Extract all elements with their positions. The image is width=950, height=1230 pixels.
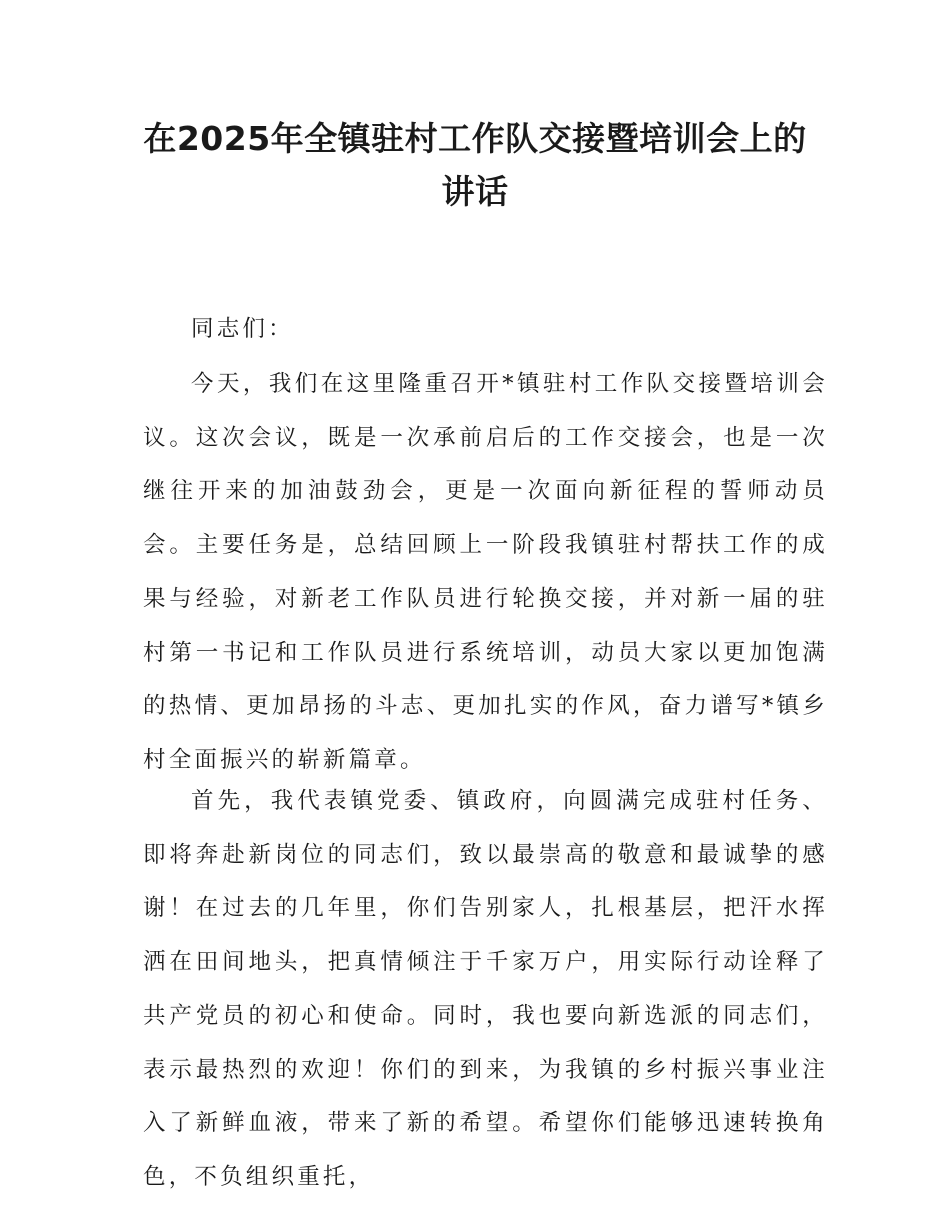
title-line-1: 在2025年全镇驻村工作队交接暨培训会上的	[143, 119, 807, 158]
document-title	[120, 112, 830, 218]
title-line-2: 讲话	[441, 172, 509, 211]
salutation: 同志们：	[191, 316, 294, 342]
paragraph-thanks: 首先，我代表镇党委、镇政府，向圆满完成驻村任务、即将奔赴新岗位的同志们，致以最崇高的敬意和最诚挚的感谢！在过去的几年里，你们告别家人，扎根基层，把汗水挥洒在田间地头，把真情倾注于千家万户，用实际行动诠释了共产党员的初心和使命。同时，我也要向新选派的同志们，表示最热烈的欢迎！你们的到来，为我镇的乡村振兴事业注入了新鲜血液，带来了新的希望。希望你们能够迅速转换角色，不负组织重托，	[143, 788, 828, 1190]
paragraph-intro: 今天，我们在这里隆重召开*镇驻村工作队交接暨培训会议。这次会议，既是一次承前启后的工作交接会，也是一次继往开来的加油鼓劲会，更是一次面向新征程的誓师动员会。主要任务是，总结回顾上一阶段我镇驻村帮扶工作的成果与经验，对新老工作队员进行轮换交接，并对新一届的驻村第一书记和工作队员进行系统培训，动员大家以更加饱满的热情、更加昂扬的斗志、更加扎实的作风，奋力谱写*镇乡村全面振兴的崭新篇章。	[143, 371, 828, 773]
